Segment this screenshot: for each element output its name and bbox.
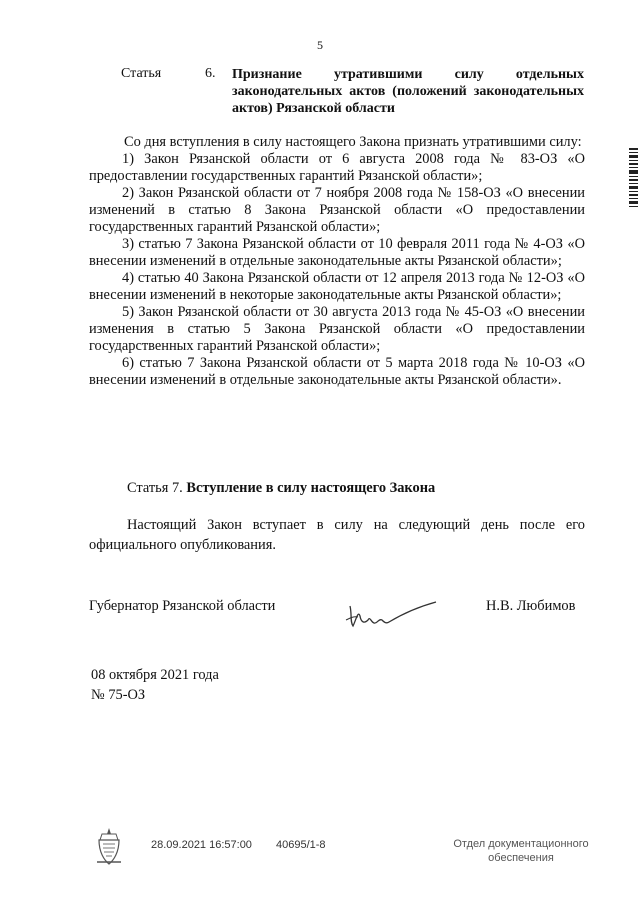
signing-date-block bbox=[91, 665, 219, 705]
article6-item-1: 1) Закон Рязанской области от 6 августа 2008 года № 83-ОЗ «О предоставлении государственных гарантий Рязанской области»; bbox=[89, 151, 585, 184]
article6-item-6: 6) статью 7 Закона Рязанской области от 5 марта 2018 года № 10-ОЗ «О внесении изменений в отдельные законодательные акты Рязанской области». bbox=[89, 355, 585, 388]
article7-label: Статья 7. bbox=[127, 480, 183, 496]
article6-title: Признание утратившими силу отдельных законодательных актов (положений законодательных актов) Рязанской области bbox=[232, 67, 584, 116]
article6-item-3: 3) статью 7 Закона Рязанской области от 10 февраля 2011 года № 4-ОЗ «О внесении изменений в отдельные законодательные акты Рязанской области»; bbox=[89, 236, 585, 269]
law-number: № 75-ОЗ bbox=[91, 687, 146, 703]
page-number: 5 bbox=[317, 38, 323, 52]
article6-body bbox=[89, 134, 585, 389]
governor-name: Н.В. Любимов bbox=[486, 598, 576, 614]
article6-item-2: 2) Закон Рязанской области от 7 ноября 2008 года № 158-ОЗ «О внесении изменений в статью 8 Закона Рязанской области «О предоставлении государственных гарантий Рязанской области»; bbox=[89, 185, 585, 235]
side-barcode bbox=[629, 148, 638, 208]
department-stamp bbox=[446, 837, 596, 865]
article7-text: Настоящий Закон вступает в силу на следующий день после его официального опубликования. bbox=[89, 517, 585, 553]
article6-label: Статья bbox=[121, 66, 162, 81]
governor-position: Губернатор Рязанской области bbox=[89, 598, 276, 614]
department-line-1: Отдел документационного bbox=[453, 838, 589, 850]
coat-of-arms-emblem bbox=[94, 826, 124, 866]
article6-item-5: 5) Закон Рязанской области от 30 августа 2013 года № 45-ОЗ «О внесении изменения в статью 5 Закона Рязанской области «О предоставлении государственных гарантий Рязанской области»; bbox=[89, 304, 585, 354]
article6-intro: Со дня вступления в силу настоящего Закона признать утратившими силу: bbox=[124, 134, 582, 150]
footer-doc-id: 40695/1-8 bbox=[276, 839, 326, 851]
article6-item-4: 4) статью 40 Закона Рязанской области от 12 апреля 2013 года № 12-ОЗ «О внесении изменений в некоторые законодательные акты Рязанской области»; bbox=[89, 270, 585, 303]
article7-title: Вступление в силу настоящего Закона bbox=[186, 480, 436, 496]
signing-date: 08 октября 2021 года bbox=[91, 667, 219, 683]
article7-heading bbox=[127, 480, 435, 497]
footer-timestamp: 28.09.2021 16:57:00 bbox=[151, 839, 252, 851]
department-line-2: обеспечения bbox=[488, 852, 554, 864]
handwritten-signature bbox=[344, 596, 444, 632]
article6-number: 6. bbox=[205, 66, 216, 81]
